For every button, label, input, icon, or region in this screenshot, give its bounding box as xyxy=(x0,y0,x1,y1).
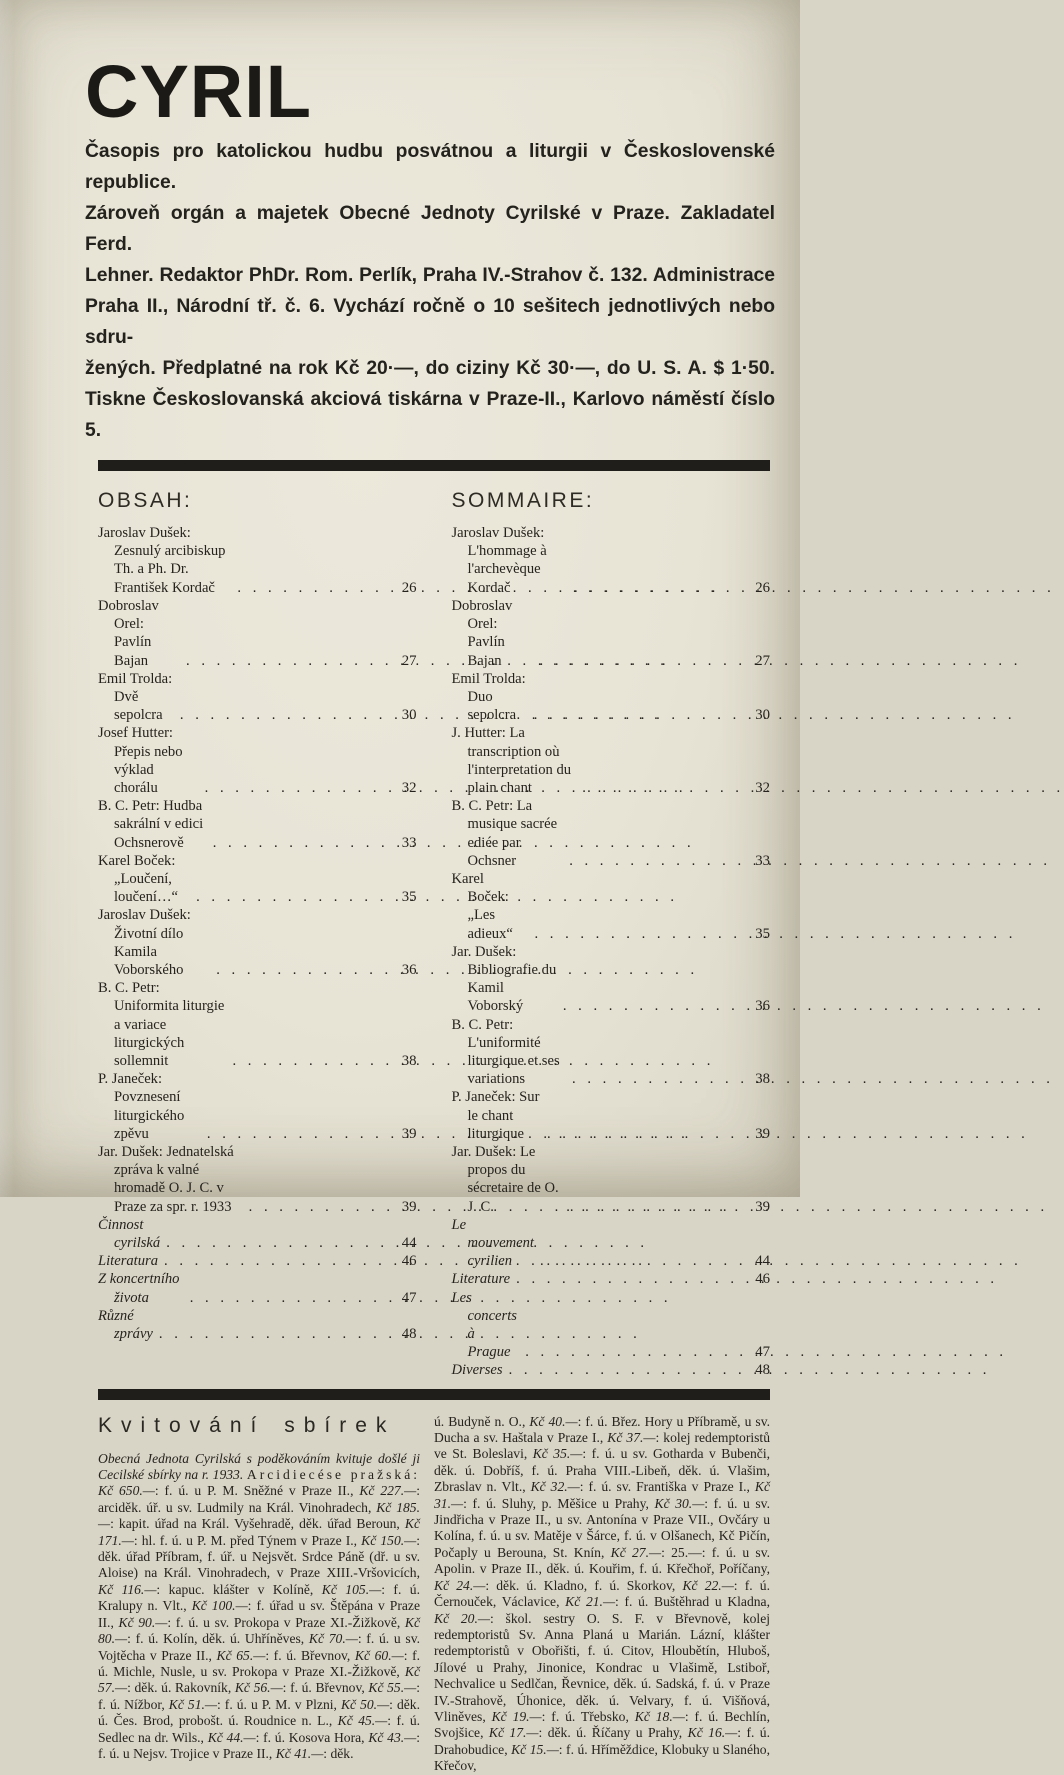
toc-entry-page: 47 xyxy=(401,1289,417,1306)
dot-leader xyxy=(213,834,389,852)
toc-entry-title: Karel Boček: „Loučení, loučení…“ xyxy=(98,852,179,906)
toc-entry-page: 26 xyxy=(401,579,417,596)
dot-leader xyxy=(196,888,388,906)
dot-leader xyxy=(186,652,388,670)
toc-entry-page: 47 xyxy=(755,1344,770,1361)
toc-entry xyxy=(98,1070,417,1143)
toc-entry-title: Jar. Dušek: Bibliografie du Kamil Voborský xyxy=(451,943,557,1015)
toc-entry-page: 35 xyxy=(401,889,417,906)
toc-entry-page: 27 xyxy=(401,652,417,669)
masthead-line: Praha II., Národní tř. č. 6. Vychází ročně o 10 sešitech jednotlivých nebo sdru- xyxy=(85,296,775,349)
toc-entry-title: Josef Hutter: Přepis nebo výklad chorálu xyxy=(98,725,183,796)
toc-entry-page: 48 xyxy=(755,1362,770,1379)
toc-entry-title: Různé zprávy xyxy=(98,1307,153,1343)
dot-leader xyxy=(159,1325,389,1343)
toc-entry xyxy=(98,1216,417,1252)
dot-leader xyxy=(207,1125,389,1143)
dot-leader xyxy=(516,1270,742,1288)
toc-entry xyxy=(452,943,771,1016)
toc-entry-title: Jar. Dušek: Jednatelská zpráva k valné hromadě O. J. C. v Praze za spr. r. 1933 xyxy=(98,1143,234,1215)
toc-entry-title: B. C. Petr: La musique sacrée ediée par Ochsner xyxy=(451,798,558,869)
toc-entry xyxy=(98,524,417,597)
collections-left-text xyxy=(98,1451,420,1763)
toc-entry xyxy=(452,870,771,943)
dot-leader xyxy=(540,1252,742,1270)
collections-diocese-label: Arcidiecése pražská: xyxy=(246,1467,421,1483)
toc-entry xyxy=(452,1143,771,1216)
toc-entry-page: 39 xyxy=(755,1125,770,1142)
dot-leader xyxy=(547,1125,742,1143)
toc-entry-title: Diverses xyxy=(451,1362,503,1379)
divider-bar-bottom xyxy=(98,1389,770,1400)
dot-leader xyxy=(563,997,742,1015)
toc-entry-title: Les concerts à Prague xyxy=(451,1289,517,1361)
toc-entry xyxy=(98,1270,417,1306)
toc-entry-page: 33 xyxy=(401,834,417,851)
toc-entry xyxy=(452,797,771,870)
toc-entry-page: 32 xyxy=(755,779,770,796)
toc-column-obsah xyxy=(98,489,417,1380)
toc-entry-title: P. Janeček: Sur le chant liturgique xyxy=(451,1089,540,1142)
collections-section xyxy=(98,1414,770,1775)
masthead-line: Časopis pro katolickou hudbu posvátnou a liturgii v Československé republice. xyxy=(85,141,775,194)
masthead xyxy=(85,50,775,446)
toc-entry xyxy=(452,670,771,725)
toc-entry-title: Karel Boček: „Les adieux“ xyxy=(451,870,513,942)
toc-entry xyxy=(452,1361,771,1379)
toc-entry-title: Le mouvement cyrilien xyxy=(451,1216,534,1270)
toc-entry-page: 38 xyxy=(755,1071,770,1088)
toc-entry-title: Z koncertního života xyxy=(98,1271,180,1306)
dot-leader xyxy=(237,579,388,597)
sommaire-entries xyxy=(452,524,771,1380)
collections-right-body: ú. Budyně n. O., Kč 40.—: f. ú. Břez. Hory u Příbramě, u sv. Ducha a sv. Haštala v Praze I., Kč 37.—: kolej redemptoristů ve St. Boleslavi, Kč 35.—: f. ú. u sv. Gotharda v Bubenči, děk. ú. Dobříš, f. ú. Praha VIII.-Libeň, děk. ú. Vlašim, Zbraslav n. Vlt., Kč 32.—: f. ú. sv. Františka v Praze I., Kč 31.—: f. ú. Sluhy, p. Měšice u Prahy, Kč 30.—: f. ú. u sv. Jindřicha v Praze II., u sv. Antonína v Praze VII., Ovčáry u Kolína, f. ú. u sv. Matěje v Šárce, f. ú. v Olšanech, Kč Pičín, Počaply u Berouna, St. Knín, Kč 27.—: 25.—: f. ú. u sv. Apolin. v Praze II., děk. ú. Kouřim, f. ú. Křečhoř, Poříčany, Kč 24.—: děk. ú. Kladno, f. ú. Skorkov, Kč 22.—: f. ú. Černouček, Václavice, Kč 21.—: f. ú. Buštěhrad u Kladna, Kč 20.—: škol. sestry O. S. F. v Břevnově, kolej redemptoristů Sv. Anna Planá u Marián. Lázní, klášter redemptoristů v Obořišti, f. ú. Citov, Hloubětín, Hluboš, Jílové u Prahy, Jinonice, Kondrac u Vlašimě, Lstiboř, Nechvalice u Sedlčan, Řevnice, děk. ú. Sadská, f. ú. v Praze IV.-Strahově, Úhonice, děk. ú. Velvary, f. ú. Višňová, Vliněves, Kč 19.—: f. ú. Třebsko, Kč 18.—: f. ú. Bechlín, Svojšice, Kč 17.—: děk. ú. Říčany u Prahy, Kč 16.—: f. ú. Drahobudice, Kč 15.—: f. ú. Hříměždice, Klobuky u Slaného, Křečov, xyxy=(434,1413,771,1774)
toc-entry-page: 46 xyxy=(401,1253,417,1270)
toc-entry xyxy=(452,524,771,597)
dot-leader xyxy=(573,579,742,597)
dot-leader xyxy=(509,1361,742,1379)
toc-entry-page: 39 xyxy=(401,1125,417,1142)
masthead-line: Lehner. Redaktor PhDr. Rom. Perlík, Praha IV.-Strahov č. 132. Administrace xyxy=(85,265,775,287)
dot-leader xyxy=(164,1252,388,1270)
table-of-contents xyxy=(98,489,770,1380)
toc-entry-title: Emil Trolda: Dvě sepolcra xyxy=(98,670,173,724)
toc-entry-page: 26 xyxy=(755,579,770,596)
toc-entry-title: Jar. Dušek: Le propos du sécretaire de O. J. C. xyxy=(451,1143,559,1215)
toc-entry xyxy=(98,1252,417,1270)
toc-entry-title: Jaroslav Dušek: Životní dílo Kamila Voborského xyxy=(98,907,191,978)
toc-entry-title: Literature xyxy=(451,1271,511,1288)
toc-entry xyxy=(98,1143,417,1216)
toc-entry xyxy=(98,852,417,907)
toc-entry xyxy=(98,597,417,670)
collections-left-body: Kč 650.—: f. ú. u P. M. Sněžné v Praze II., Kč 227.—: arciděk. úř. u sv. Ludmily na Král. Vinohradech, Kč 185.—: kapit. úřad na Král. Vyšehradě, děk. úřad Beroun, Kč 171.—: hl. f. ú. u P. M. před Týnem v Praze I., Kč 150.—: děk. úřad Příbram, f. úř. u Nejsvět. Srdce Páně (dř. u sv. Aloise) na Král. Vinohradech, v Praze XIII.-Vršovicích, Kč 116.—: kapuc. klášter v Kolíně, Kč 105.—: f. ú. Kralupy n. Vlt., Kč 100.—: f. úřad u sv. Štěpána v Praze II., Kč 90.—: f. ú. u sv. Prokopa v Praze XI.-Žižkově, Kč 80.—: f. ú. Kolín, děk. ú. Uhříněves, Kč 70.—: f. ú. u sv. Vojtěcha v Praze II., Kč 65.—: f. ú. Břevnov, Kč 60.—: f. ú. Michle, Nusle, u sv. Prokopa v Praze XI.-Žižkově, Kč 57.—: děk. ú. Rakovník, Kč 56.—: f. ú. Břevnov, Kč 55.—: f. ú. Nížbor, Kč 51.—: f. ú. u P. M. v Plzni, Kč 50.—: děk. ú. Čes. Brod, probošt. ú. Roudnice n. L., Kč 45.—: f. ú. Sedlec na dr. Wils., Kč 44.—: f. ú. Kosova Hora, Kč 43.—: f. ú. u Nejsv. Trojice v Praze II., Kč 41.—: děk. xyxy=(98,1483,421,1761)
toc-entry-title: B. C. Petr: L'uniformité liturgique et ses variations xyxy=(451,1016,560,1088)
toc-entry-page: 32 xyxy=(401,779,417,796)
dot-leader xyxy=(582,779,742,797)
toc-entry-title: Emil Trolda: Duo sepolcra xyxy=(451,670,526,724)
toc-entry xyxy=(452,1270,771,1288)
dot-leader xyxy=(232,1052,388,1070)
divider-bar-top xyxy=(98,460,770,471)
toc-entry-page: 44 xyxy=(401,1235,417,1251)
toc-entry-page: 30 xyxy=(755,707,770,724)
dot-leader xyxy=(572,1070,742,1088)
toc-entry-title: Dobroslav Orel: Pavlín Bajan xyxy=(451,597,513,669)
masthead-line: Tiskne Českoslovanská akciová tiskárna v Praze-II., Karlovo náměstí číslo 5. xyxy=(85,389,775,442)
toc-entry-title: B. C. Petr: Hudba sakrální v edici Ochsnerově xyxy=(98,798,204,851)
masthead-description xyxy=(85,136,775,446)
toc-entry xyxy=(452,597,771,670)
toc-entry-page: 36 xyxy=(755,998,770,1015)
toc-entry-title: Literatura xyxy=(98,1253,159,1270)
toc-entry xyxy=(98,797,417,852)
collections-heading: Kvitování sbírek xyxy=(98,1413,396,1437)
toc-entry-page: 48 xyxy=(401,1326,417,1343)
dot-leader xyxy=(249,1198,389,1216)
toc-entry-title: Jaroslav Dušek: L'hommage à l'archevèque Kordač xyxy=(451,525,547,596)
toc-entry xyxy=(98,1307,417,1343)
toc-entry-page: 38 xyxy=(401,1052,417,1069)
obsah-heading: OBSAH: xyxy=(98,489,193,513)
toc-entry xyxy=(452,1289,771,1362)
toc-entry-title: Jaroslav Dušek: Zesnulý arcibiskup Th. a Ph. Dr. František Kordač xyxy=(98,525,226,596)
dot-leader xyxy=(190,1289,389,1307)
toc-entry-title: B. C. Petr: Uniformita liturgie a variace liturgických sollemnit xyxy=(98,980,225,1069)
dot-leader xyxy=(569,852,742,870)
toc-entry-page: 39 xyxy=(401,1198,417,1215)
dot-leader xyxy=(205,779,389,797)
toc-entry xyxy=(98,979,417,1070)
toc-entry xyxy=(452,724,771,797)
toc-entry xyxy=(452,1016,771,1089)
obsah-entries xyxy=(98,524,417,1343)
collections-lead: Obecná Jednota Cyrilská s poděkováním kvituje došlé ji Cecilské sbírky na r. 1933. xyxy=(98,1450,420,1483)
collections-left-column xyxy=(98,1414,420,1775)
dot-leader xyxy=(540,652,742,670)
collections-right-text xyxy=(434,1414,770,1775)
toc-entry xyxy=(452,1216,771,1271)
sommaire-heading: SOMMAIRE: xyxy=(451,489,595,513)
journal-title: CYRIL xyxy=(85,50,312,133)
toc-entry-title: P. Janeček: Povznesení liturgického zpěvu xyxy=(98,1071,185,1142)
dot-leader xyxy=(180,706,389,724)
dot-leader xyxy=(525,1343,742,1361)
masthead-line: žených. Předplatné na rok Kč 20·—, do ciziny Kč 30·—, do U. S. A. $ 1·50. xyxy=(85,358,775,380)
toc-entry xyxy=(98,906,417,979)
toc-entry-page: 33 xyxy=(755,852,770,869)
toc-entry-page: 39 xyxy=(755,1198,770,1215)
dot-leader xyxy=(166,1234,388,1252)
collections-right-column xyxy=(434,1414,770,1775)
dot-leader xyxy=(566,1198,742,1216)
toc-entry xyxy=(98,670,417,725)
toc-entry xyxy=(452,1088,771,1143)
toc-column-sommaire xyxy=(452,489,771,1380)
toc-entry-title: Dobroslav Orel: Pavlín Bajan xyxy=(98,597,159,669)
toc-entry-page: 30 xyxy=(401,707,417,724)
toc-entry-page: 44 xyxy=(755,1253,770,1270)
toc-entry-page: 35 xyxy=(755,925,770,942)
toc-entry-title: J. Hutter: La transcription où l'interpretation du plain chant xyxy=(451,725,572,796)
dot-leader xyxy=(534,925,742,943)
toc-entry-page: 27 xyxy=(755,652,770,669)
toc-entry xyxy=(98,724,417,797)
dot-leader xyxy=(534,706,742,724)
dot-leader xyxy=(216,961,388,979)
toc-entry-title: Činnost cyrilská xyxy=(98,1216,161,1251)
masthead-line: Zároveň orgán a majetek Obecné Jednoty Cyrilské v Praze. Zakladatel Ferd. xyxy=(85,203,775,256)
toc-entry-page: 46 xyxy=(755,1271,770,1288)
toc-entry-page: 36 xyxy=(401,961,417,978)
